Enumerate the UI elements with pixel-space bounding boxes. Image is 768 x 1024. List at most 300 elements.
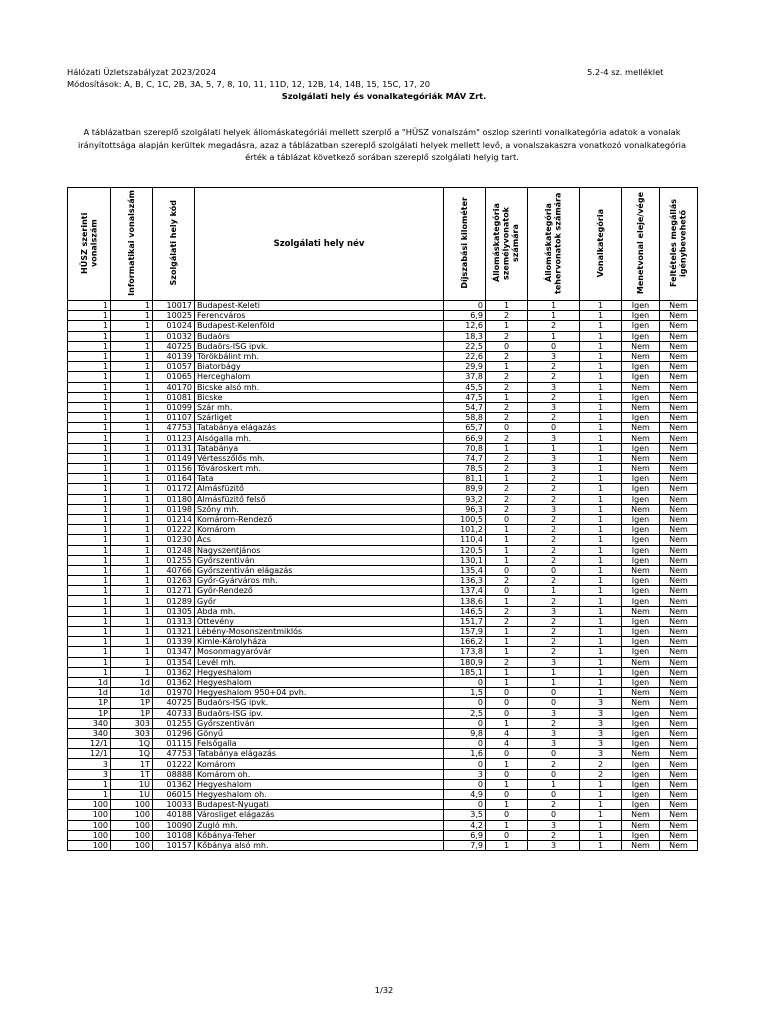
table-cell: Igen [622, 514, 660, 524]
table-row [68, 413, 698, 423]
table-cell: 1 [68, 657, 111, 667]
table-cell: 0 [444, 739, 486, 749]
table-cell: 3 [528, 840, 580, 850]
table-cell: Tóvároskert mh. [195, 464, 444, 474]
table-cell: 120,5 [444, 545, 486, 555]
table-cell: Vértesszőlős mh. [195, 453, 444, 463]
table-cell: 1 [528, 677, 580, 687]
table-cell: Budaörs-ISG ipv. [195, 708, 444, 718]
table-cell: 100 [68, 830, 111, 840]
table-cell: 2 [486, 657, 528, 667]
table-cell: Hegyeshalom [195, 779, 444, 789]
table-cell: Nem [660, 739, 698, 749]
table-cell: Hegyeshalom 950+04 pvh. [195, 688, 444, 698]
table-cell: 58,8 [444, 413, 486, 423]
table-cell: 4,2 [444, 820, 486, 830]
table-cell: 1 [580, 647, 622, 657]
table-cell: Szőny mh. [195, 504, 444, 514]
table-cell: 01123 [153, 433, 195, 443]
table-cell: Nem [660, 657, 698, 667]
table-cell: Nem [622, 351, 660, 361]
table-cell: 1 [68, 616, 111, 626]
table-row [68, 576, 698, 586]
table-cell: 01289 [153, 596, 195, 606]
table-cell: Nem [660, 545, 698, 555]
table-cell: Nem [660, 351, 698, 361]
table-cell: Budaörs [195, 331, 444, 341]
table-cell: 1 [68, 504, 111, 514]
table-cell: 1 [111, 301, 153, 311]
table-cell: Nem [660, 627, 698, 637]
table-cell: 3 [580, 728, 622, 738]
table-cell: 1 [580, 474, 622, 484]
table-cell: 1 [528, 301, 580, 311]
table-cell: 2 [486, 576, 528, 586]
table-cell: 1,5 [444, 688, 486, 698]
table-row [68, 504, 698, 514]
column-header [444, 188, 486, 301]
table-cell: 100 [68, 820, 111, 830]
table-cell: 1 [111, 667, 153, 677]
table-cell: 01198 [153, 504, 195, 514]
table-cell: Nem [660, 484, 698, 494]
table-cell: 1 [111, 484, 153, 494]
table-cell: 2 [528, 800, 580, 810]
table-cell: 2 [528, 525, 580, 535]
table-cell: Nem [622, 698, 660, 708]
table-cell: 1 [68, 474, 111, 484]
table-cell: Budaörs-ISG ipvk. [195, 341, 444, 351]
table-cell: 1 [68, 351, 111, 361]
table-cell: 1d [68, 688, 111, 698]
table-cell: 3 [528, 708, 580, 718]
column-header [111, 188, 153, 301]
table-cell: 1 [486, 555, 528, 565]
table-cell: 0 [486, 423, 528, 433]
table-cell: 01313 [153, 616, 195, 626]
table-cell: 0 [486, 830, 528, 840]
table-cell: 0 [486, 688, 528, 698]
table-cell: 1 [580, 402, 622, 412]
table-row [68, 525, 698, 535]
table-cell: 3 [528, 453, 580, 463]
table-cell: 1 [111, 453, 153, 463]
table-cell: 1U [111, 779, 153, 789]
table-cell: 2 [486, 504, 528, 514]
table-cell: Nem [660, 677, 698, 687]
table-cell: 2 [528, 647, 580, 657]
table-cell: Levél mh. [195, 657, 444, 667]
table-row [68, 423, 698, 433]
table-cell: 54,7 [444, 402, 486, 412]
table-cell: 1T [111, 769, 153, 779]
table-cell: 7,9 [444, 840, 486, 850]
table-row [68, 555, 698, 565]
table-cell: 01149 [153, 453, 195, 463]
table-cell: Hegyeshalom [195, 667, 444, 677]
table-cell: 4 [486, 739, 528, 749]
table-cell: 136,3 [444, 576, 486, 586]
table-cell: 1T [111, 759, 153, 769]
table-cell: 1 [111, 362, 153, 372]
table-row [68, 301, 698, 311]
table-cell: Nem [622, 657, 660, 667]
table-cell: 12/1 [68, 749, 111, 759]
table-cell: 1Q [111, 749, 153, 759]
table-cell: 100 [111, 830, 153, 840]
table-row [68, 362, 698, 372]
table-cell: 45,5 [444, 382, 486, 392]
table-cell: 1 [580, 362, 622, 372]
table-cell: 2 [486, 484, 528, 494]
table-cell: 1 [68, 382, 111, 392]
table-cell: 2 [580, 759, 622, 769]
table-cell: 1 [68, 331, 111, 341]
table-cell: Komárom-Rendező [195, 514, 444, 524]
table-cell: 130,1 [444, 555, 486, 565]
table-cell: Kőbánya-Teher [195, 830, 444, 840]
table-cell: Öttevény [195, 616, 444, 626]
table-cell: 1 [111, 443, 153, 453]
table-cell: 1 [68, 362, 111, 372]
table-cell: 2 [528, 474, 580, 484]
column-header-label: Díjszabási kilométer [459, 197, 469, 289]
table-cell: Hegyeshalom oh. [195, 790, 444, 800]
table-cell: 1 [580, 667, 622, 677]
table-cell: 01214 [153, 514, 195, 524]
table-cell: 74,7 [444, 453, 486, 463]
table-cell: 18,3 [444, 331, 486, 341]
table-cell: Győr-Rendező [195, 586, 444, 596]
table-cell: 1 [68, 555, 111, 565]
table-cell: 1 [111, 433, 153, 443]
table-row [68, 657, 698, 667]
table-cell: 1 [580, 790, 622, 800]
table-cell: 3 [444, 769, 486, 779]
table-cell: Igen [622, 535, 660, 545]
table-cell: Nem [660, 667, 698, 677]
table-cell: 2 [486, 453, 528, 463]
table-cell: 1 [68, 525, 111, 535]
table-cell: 12,6 [444, 321, 486, 331]
table-cell: 01255 [153, 718, 195, 728]
table-cell: 1Q [111, 739, 153, 749]
column-header-label: Feltételes megállás igénybevehető [669, 198, 688, 288]
table-cell: 1 [580, 596, 622, 606]
table-cell: 1 [68, 423, 111, 433]
table-cell: 01164 [153, 474, 195, 484]
table-cell: Nem [660, 423, 698, 433]
table-row [68, 433, 698, 443]
table-cell: 1 [111, 525, 153, 535]
table-cell: 146,5 [444, 606, 486, 616]
table-cell: 1 [580, 525, 622, 535]
column-header-label: Informatikai vonalszám [126, 190, 136, 296]
table-cell: 1 [580, 484, 622, 494]
table-cell: 173,8 [444, 647, 486, 657]
amendments-line: Módosítások: A, B, C, 1C, 2B, 3A, 5, 7, 8, 10, 11, 11D, 12, 12B, 14, 14B, 15, 15C, 17, 20 [67, 79, 431, 89]
table-cell: 1 [68, 453, 111, 463]
table-cell: 01032 [153, 331, 195, 341]
table-cell: 1 [68, 464, 111, 474]
table-cell: 2 [486, 372, 528, 382]
table-row [68, 779, 698, 789]
table-cell: 100 [111, 810, 153, 820]
table-cell: 1 [580, 606, 622, 616]
table-cell: 2 [528, 392, 580, 402]
table-cell: 3 [528, 728, 580, 738]
table-cell: Nem [622, 820, 660, 830]
table-cell: 303 [111, 728, 153, 738]
table-cell: 3 [580, 698, 622, 708]
table-cell: 1 [580, 504, 622, 514]
table-cell: Nem [660, 596, 698, 606]
table-cell: 0 [486, 749, 528, 759]
table-cell: 180,9 [444, 657, 486, 667]
table-cell: 1 [486, 443, 528, 453]
table-cell: 0 [444, 677, 486, 687]
table-cell: 1 [528, 331, 580, 341]
table-cell: 1 [68, 494, 111, 504]
table-cell: 1 [580, 688, 622, 698]
table-cell: Nem [660, 514, 698, 524]
table-cell: 1 [486, 321, 528, 331]
table-cell: 65,7 [444, 423, 486, 433]
table-cell: Nem [622, 840, 660, 850]
table-cell: 1 [528, 586, 580, 596]
table-cell: 1 [111, 413, 153, 423]
table-cell: 1 [111, 311, 153, 321]
table-cell: Igen [622, 759, 660, 769]
table-cell: 2 [528, 616, 580, 626]
table-cell: 1 [580, 392, 622, 402]
table-cell: 3 [528, 464, 580, 474]
table-cell: Budapest-Keleti [195, 301, 444, 311]
table-cell: 1 [68, 402, 111, 412]
table-cell: Igen [622, 311, 660, 321]
table-cell: 1 [68, 779, 111, 789]
table-cell: Nem [660, 443, 698, 453]
table-cell: 1 [486, 545, 528, 555]
table-cell: 2,5 [444, 708, 486, 718]
table-cell: Tatabánya elágazás [195, 423, 444, 433]
table-cell: Nem [660, 504, 698, 514]
table-cell: 1 [111, 341, 153, 351]
table-cell: 2 [486, 382, 528, 392]
table-cell: 1 [68, 647, 111, 657]
table-cell: 1 [486, 525, 528, 535]
table-cell: 01255 [153, 555, 195, 565]
table-cell: 2 [486, 616, 528, 626]
table-cell: Budaörs-ISG ipvk. [195, 698, 444, 708]
table-cell: 1 [528, 779, 580, 789]
table-cell: 1P [68, 708, 111, 718]
table-cell: Nem [660, 830, 698, 840]
table-cell: 01230 [153, 535, 195, 545]
table-cell: 0 [486, 514, 528, 524]
table-cell: 1 [68, 311, 111, 321]
table-cell: Törökbálint mh. [195, 351, 444, 361]
table-cell: 1 [580, 627, 622, 637]
table-cell: 0 [528, 423, 580, 433]
table-cell: Nem [660, 779, 698, 789]
table-cell: Nem [622, 453, 660, 463]
table-cell: Nem [660, 708, 698, 718]
table-cell: Nem [660, 392, 698, 402]
table-cell: 1d [111, 688, 153, 698]
table-cell: Budapest-Kelenföld [195, 321, 444, 331]
table-cell: 12/1 [68, 739, 111, 749]
table-cell: 01222 [153, 759, 195, 769]
table-cell: 1 [68, 443, 111, 453]
table-cell: 1 [111, 321, 153, 331]
table-cell: 2 [486, 351, 528, 361]
table-cell: 0 [528, 688, 580, 698]
table-cell: Nem [660, 820, 698, 830]
table-cell: Nem [660, 749, 698, 759]
table-cell: 151,7 [444, 616, 486, 626]
table-cell: 9,8 [444, 728, 486, 738]
table-cell: 1 [580, 555, 622, 565]
table-cell: 1 [486, 301, 528, 311]
table-cell: 100,5 [444, 514, 486, 524]
table-cell: 01107 [153, 413, 195, 423]
table-cell: 1 [111, 616, 153, 626]
table-cell: Nem [622, 749, 660, 759]
table-cell: 1 [486, 596, 528, 606]
column-header [528, 188, 580, 301]
table-cell: Komárom oh. [195, 769, 444, 779]
table-cell: Igen [622, 586, 660, 596]
column-header-label: Vonalkategória [595, 208, 605, 278]
table-cell: Nem [660, 382, 698, 392]
table-cell: 1 [111, 535, 153, 545]
table-cell: Nem [660, 362, 698, 372]
column-header [153, 188, 195, 301]
table-row [68, 565, 698, 575]
table-row [68, 830, 698, 840]
table-cell: Nem [660, 402, 698, 412]
table-cell: Nem [660, 474, 698, 484]
table-cell: 2 [528, 484, 580, 494]
table-cell: Biatorbágy [195, 362, 444, 372]
table-cell: 2 [528, 545, 580, 555]
table-cell: 01263 [153, 576, 195, 586]
table-cell: 100 [111, 820, 153, 830]
table-cell: Nem [622, 688, 660, 698]
page-number: 1/32 [374, 985, 394, 995]
table-cell: 1 [486, 759, 528, 769]
table-cell: Nem [660, 810, 698, 820]
table-cell: Lébény-Mosonszentmiklós [195, 627, 444, 637]
table-cell: 1 [580, 616, 622, 626]
table-row [68, 840, 698, 850]
table-cell: 0 [486, 810, 528, 820]
table-cell: 1 [580, 545, 622, 555]
table-cell: 40725 [153, 698, 195, 708]
table-cell: 1 [111, 565, 153, 575]
table-cell: 1 [580, 494, 622, 504]
table-cell: Almásfüzitő felső [195, 494, 444, 504]
table-cell: 01057 [153, 362, 195, 372]
table-cell: 1 [486, 535, 528, 545]
column-header-label: Szolgálati hely név [273, 239, 365, 249]
table-row [68, 402, 698, 412]
table-cell: Nem [622, 606, 660, 616]
table-row [68, 739, 698, 749]
table-cell: Igen [622, 739, 660, 749]
table-cell: 1 [68, 341, 111, 351]
table-cell: 1 [486, 392, 528, 402]
table-cell: 1 [486, 820, 528, 830]
table-cell: 340 [68, 718, 111, 728]
column-header [68, 188, 111, 301]
table-cell: Nem [660, 728, 698, 738]
table-cell: Nem [660, 341, 698, 351]
table-cell: 2 [486, 413, 528, 423]
column-header [622, 188, 660, 301]
table-cell: 3 [580, 718, 622, 728]
table-row [68, 321, 698, 331]
table-cell: Győrszentiván [195, 718, 444, 728]
intro-paragraph: A táblázatban szereplő szolgálati helyek állomáskategóriái mellett szerplő a "HÜSZ vonalszám" oszlop szerinti vonalkategória adatok a vonalak irányítottsága alapján kerültek megadásra, azaz a táblázatban szereplő szolgálati helyek mellett levő, a vonalszakaszra vonatkozó vonalkategória érték a táblázat következő sorában szereplő szolgálati helyig tart. [77, 127, 687, 163]
table-cell: Nem [660, 413, 698, 423]
table-row [68, 351, 698, 361]
table-cell: 100 [68, 810, 111, 820]
table-cell: Városliget elágazás [195, 810, 444, 820]
table-cell: 1 [68, 606, 111, 616]
table-cell: Nem [660, 464, 698, 474]
table-cell: 1 [68, 596, 111, 606]
table-cell: 0 [444, 759, 486, 769]
table-cell: 1 [486, 474, 528, 484]
table-cell: 0 [528, 790, 580, 800]
page-title: Szolgálati hely és vonalkategóriák MÁV Zrt. [281, 91, 487, 101]
column-header [580, 188, 622, 301]
table-cell: 47753 [153, 749, 195, 759]
table-row [68, 800, 698, 810]
table-cell: 1 [580, 535, 622, 545]
table-cell: 10090 [153, 820, 195, 830]
table-cell: 70,8 [444, 443, 486, 453]
table-cell: 1 [580, 351, 622, 361]
table-cell: Igen [622, 667, 660, 677]
table-row [68, 341, 698, 351]
table-cell: Alsógalla mh. [195, 433, 444, 443]
table-cell: Nem [660, 372, 698, 382]
table-cell: 3 [528, 504, 580, 514]
table-cell: 1 [68, 535, 111, 545]
column-header-label: Menetvonal eleje/vége [635, 191, 645, 295]
table-cell: Nem [660, 769, 698, 779]
table-cell: 100 [68, 840, 111, 850]
table-row [68, 698, 698, 708]
table-cell: Gönyű [195, 728, 444, 738]
table-row [68, 514, 698, 524]
table-cell: Igen [622, 331, 660, 341]
table-cell: 1 [68, 565, 111, 575]
table-cell: 1 [68, 392, 111, 402]
table-cell: 01339 [153, 637, 195, 647]
table-cell: Nem [622, 402, 660, 412]
table-cell: Igen [622, 545, 660, 555]
table-cell: 01347 [153, 647, 195, 657]
table-cell: 3 [528, 351, 580, 361]
table-cell: 1 [111, 504, 153, 514]
table-cell: 1 [68, 790, 111, 800]
table-cell: Tatabánya [195, 443, 444, 453]
table-cell: 3 [580, 739, 622, 749]
